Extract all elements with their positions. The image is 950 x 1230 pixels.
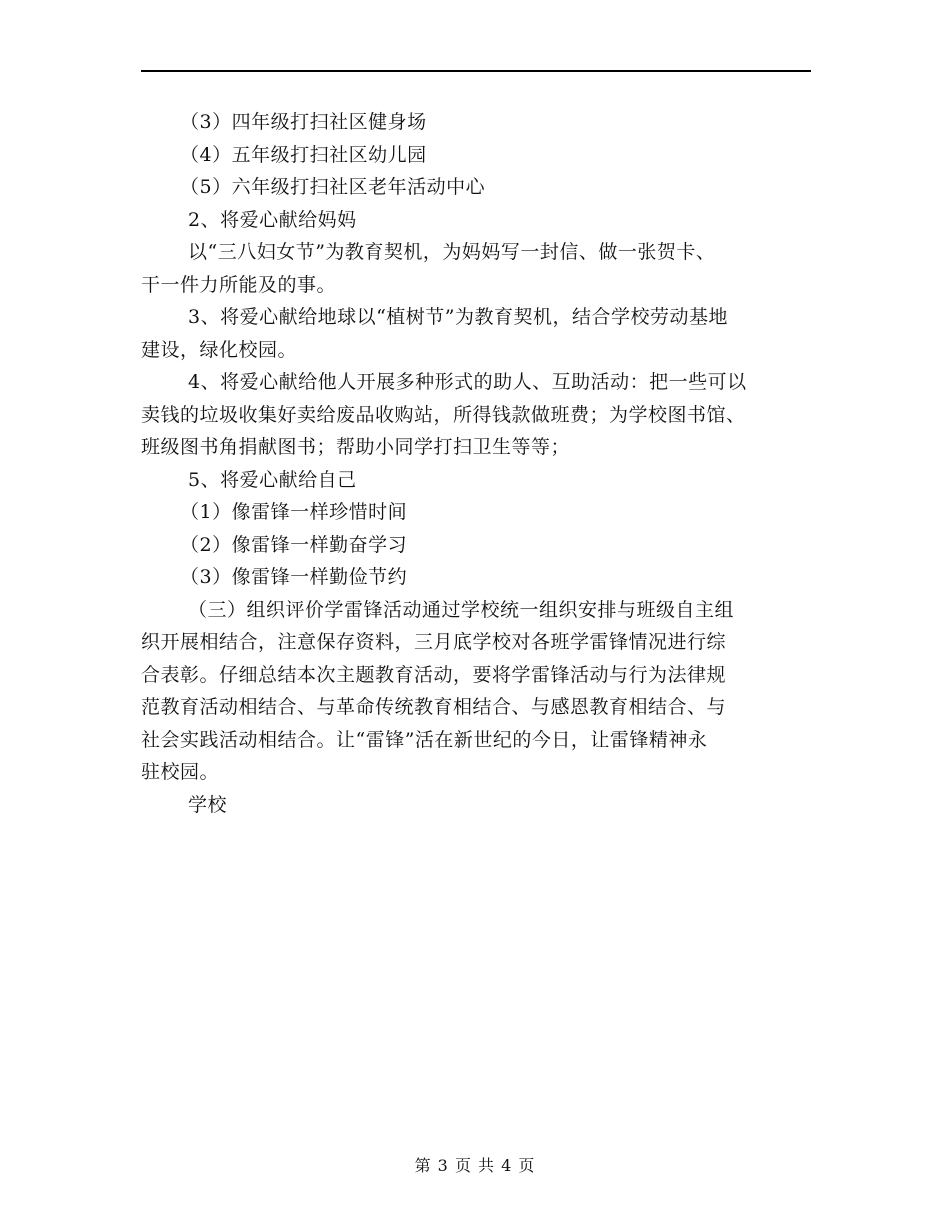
paragraph-line: 班级图书角捐献图书；帮助小同学打扫卫生等等； [141,436,571,458]
list-item: （3）像雷锋一样勤俭节约 [180,566,408,588]
paragraph-line: 卖钱的垃圾收集好卖给废品收购站，所得钱款做班费；为学校图书馆、 [141,403,746,426]
document-body [141,106,813,821]
list-item: （3）四年级打扫社区健身场 [180,111,427,133]
paragraph-line: 以“三八妇女节”为教育契机，为妈妈写一封信、做一张贺卡、 [188,241,716,263]
paragraph-line: 3、将爱心献给地球以“植树节”为教育契机，结合学校劳动基地 [188,306,729,328]
header-rule [141,70,811,72]
paragraph-line: 范教育活动相结合、与革命传统教育相结合、与感恩教育相结合、与 [141,696,727,718]
section-heading: 2、将爱心献给妈妈 [188,208,357,231]
page-number-footer: 第 3 页 共 4 页 [414,1156,536,1175]
paragraph-line: 干一件力所能及的事。 [141,273,337,296]
paragraph-line: 建设，绿化校园。 [141,338,298,361]
list-item: （1）像雷锋一样珍惜时间 [180,501,408,523]
paragraph-line: 织开展相结合，注意保存资料，三月底学校对各班学雷锋情况进行综 [141,631,727,653]
list-item: （2）像雷锋一样勤奋学习 [180,533,408,556]
list-item: （5）六年级打扫社区老年活动中心 [180,176,486,198]
section-heading: 5、将爱心献给自己 [188,468,357,491]
paragraph-line: 社会实践活动相结合。让“雷锋”活在新世纪的今日，让雷锋精神永 [141,728,708,751]
paragraph-line: 合表彰。仔细总结本次主题教育活动，要将学雷锋活动与行为法律规 [141,663,727,686]
signature-line: 学校 [188,793,228,816]
list-item: （4）五年级打扫社区幼儿园 [180,143,427,166]
paragraph-line: 4、将爱心献给他人开展多种形式的助人、互助活动：把一些可以 [188,371,747,393]
paragraph-line: （三）组织评价学雷锋活动通过学校统一组织安排与班级自主组 [188,598,735,621]
paragraph-line: 驻校园。 [141,761,220,783]
